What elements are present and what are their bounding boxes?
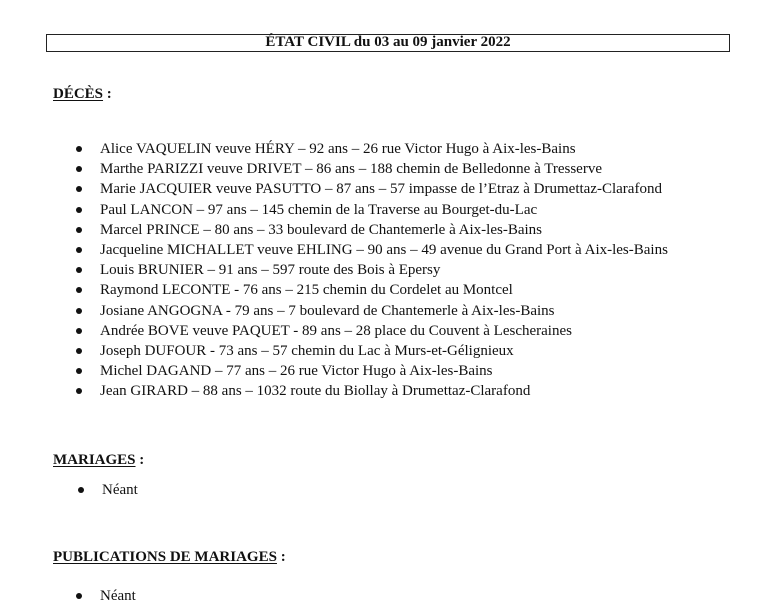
- item-text: Michel DAGAND – 77 ans – 26 rue Victor Hugo à Aix-les-Bains: [100, 363, 493, 380]
- bullet-icon: [76, 247, 82, 253]
- list-item: [76, 179, 668, 199]
- list-item: [76, 321, 668, 341]
- item-text: Raymond LECONTE - 76 ans – 215 chemin du Cordelet au Montcel: [100, 282, 513, 299]
- bullet-icon: [76, 328, 82, 334]
- item-text: Joseph DUFOUR - 73 ans – 57 chemin du Lac à Murs-et-Gélignieux: [100, 343, 514, 360]
- bullet-icon: [76, 207, 82, 213]
- bullet-icon: [76, 186, 82, 192]
- item-text: Andrée BOVE veuve PAQUET - 89 ans – 28 place du Couvent à Lescheraines: [100, 322, 572, 339]
- publications-list: [76, 586, 136, 606]
- deces-list: [76, 139, 668, 402]
- mariages-list: [78, 480, 138, 500]
- bullet-icon: [76, 267, 82, 273]
- item-text: Paul LANCON – 97 ans – 145 chemin de la Traverse au Bourget-du-Lac: [100, 201, 538, 218]
- bullet-icon: [76, 287, 82, 293]
- bullet-icon: [76, 227, 82, 233]
- publications-heading: [53, 549, 286, 566]
- mariages-heading-colon: :: [135, 452, 145, 468]
- mariages-heading: [53, 452, 144, 469]
- deces-heading-colon: :: [103, 86, 112, 102]
- deces-heading: [53, 86, 112, 103]
- list-item: [76, 139, 668, 159]
- bullet-icon: [76, 593, 82, 599]
- bullet-icon: [76, 368, 82, 374]
- bullet-icon: [76, 348, 82, 354]
- item-text: Marie JACQUIER veuve PASUTTO – 87 ans – 57 impasse de l’Etraz à Drumettaz-Clarafond: [100, 181, 662, 198]
- list-item: [76, 260, 668, 280]
- item-text: Jacqueline MICHALLET veuve EHLING – 90 ans – 49 avenue du Grand Port à Aix-les-Bains: [100, 242, 668, 259]
- document-title: ÉTAT CIVIL du 03 au 09 janvier 2022: [46, 34, 730, 52]
- bullet-icon: [78, 487, 84, 493]
- deces-heading-label: DÉCÈS: [53, 86, 104, 102]
- bullet-icon: [76, 308, 82, 314]
- item-text: Marcel PRINCE – 80 ans – 33 boulevard de Chantemerle à Aix-les-Bains: [100, 221, 542, 238]
- item-text: Marthe PARIZZI veuve DRIVET – 86 ans – 188 chemin de Belledonne à Tresserve: [100, 161, 602, 178]
- list-item: [76, 200, 668, 220]
- list-item: [76, 301, 668, 321]
- bullet-icon: [76, 146, 82, 152]
- list-item: [76, 159, 668, 179]
- list-item: [76, 341, 668, 361]
- bullet-icon: [76, 166, 82, 172]
- item-text: Néant: [102, 482, 138, 498]
- item-text: Josiane ANGOGNA - 79 ans – 7 boulevard de Chantemerle à Aix-les-Bains: [100, 302, 555, 319]
- list-item: [76, 361, 668, 381]
- list-item: [76, 220, 668, 240]
- list-item: [76, 586, 136, 606]
- item-text: Alice VAQUELIN veuve HÉRY – 92 ans – 26 rue Victor Hugo à Aix-les-Bains: [100, 141, 576, 157]
- publications-heading-colon: :: [276, 549, 286, 565]
- list-item: [76, 240, 668, 260]
- item-text: Louis BRUNIER – 91 ans – 597 route des Bois à Epersy: [100, 262, 441, 279]
- list-item: [76, 381, 668, 401]
- list-item: [76, 280, 668, 300]
- list-item: [78, 480, 138, 500]
- item-text: Néant: [100, 588, 136, 604]
- item-text: Jean GIRARD – 88 ans – 1032 route du Biollay à Drumettaz-Clarafond: [100, 383, 531, 400]
- publications-heading-label: PUBLICATIONS DE MARIAGES: [53, 549, 277, 565]
- bullet-icon: [76, 388, 82, 394]
- mariages-heading-label: MARIAGES: [53, 452, 136, 468]
